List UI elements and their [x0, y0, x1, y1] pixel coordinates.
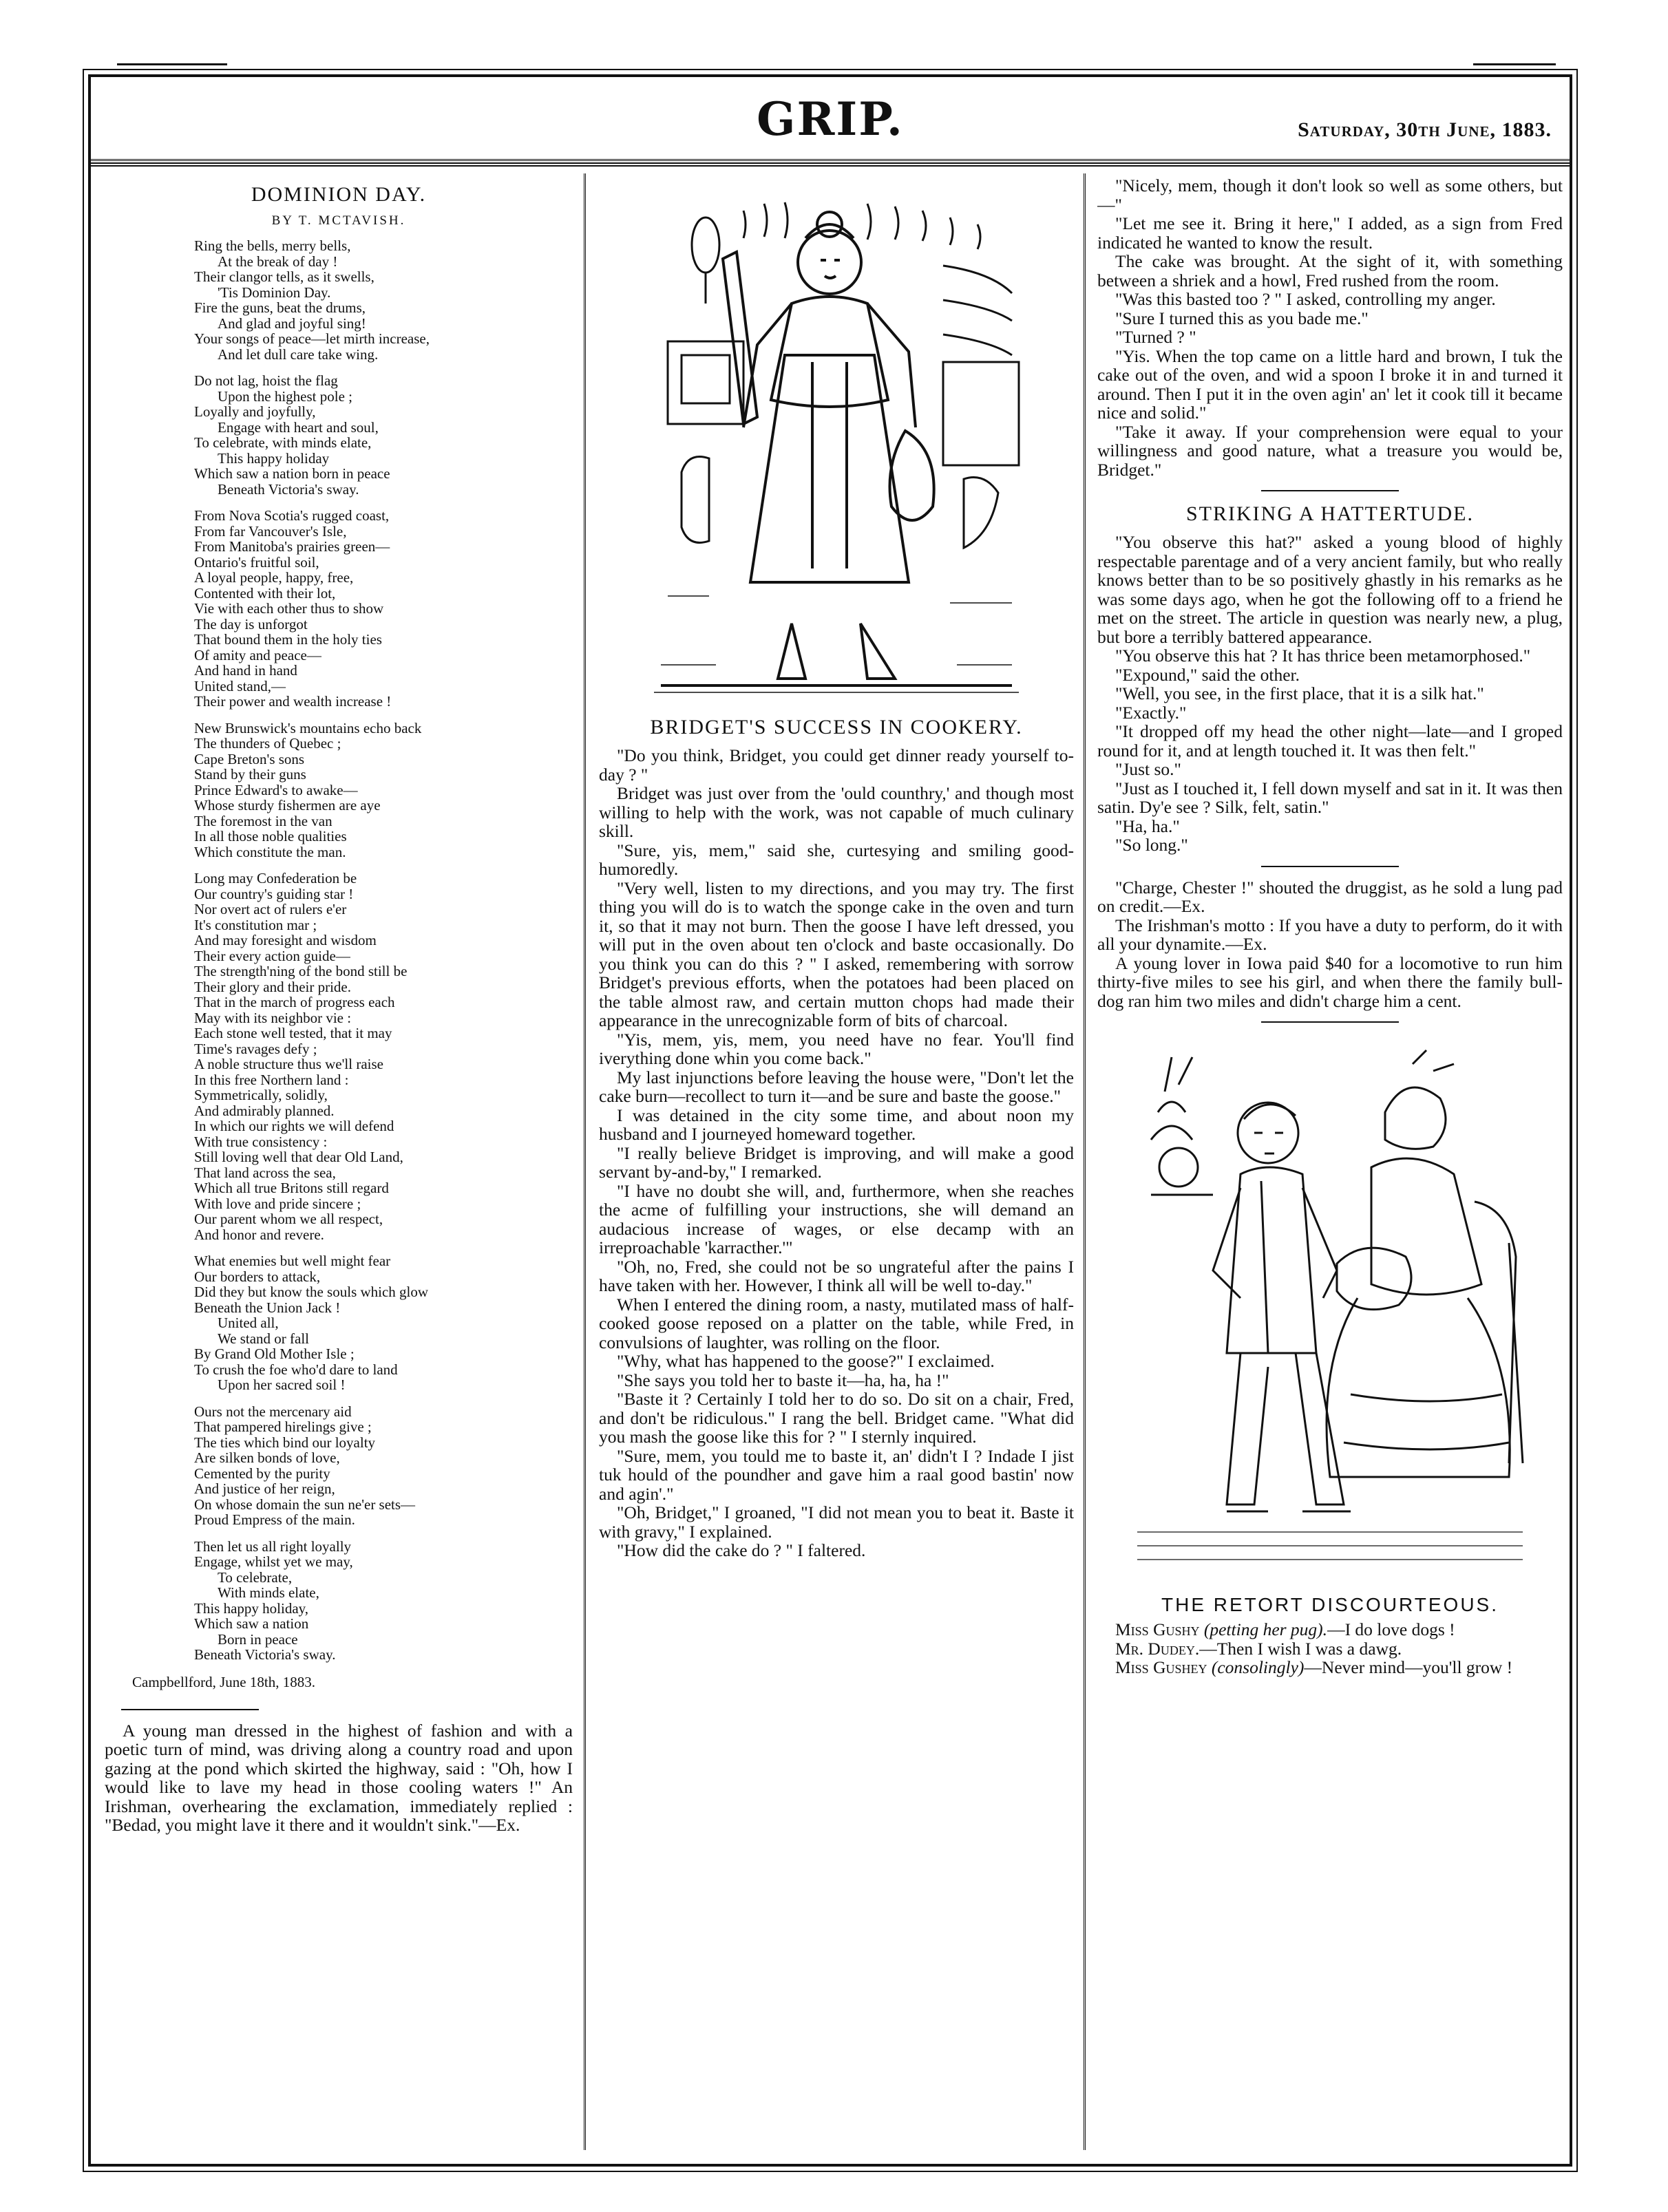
- poem-line: Long may Confederation be: [194, 870, 357, 886]
- poem-line: Their power and wealth increase !: [194, 693, 392, 710]
- hattertude-title: STRIKING A HATTERTUDE.: [1185, 502, 1475, 525]
- poem-line: Upon her sacred soil !: [218, 1376, 346, 1393]
- story-paragraph: "Expound," said the other.: [1115, 664, 1300, 685]
- poem-line: By Grand Old Mother Isle ;: [194, 1346, 355, 1362]
- poem-line: Cemented by the purity: [194, 1465, 330, 1482]
- stage-direction: (petting her pug).: [1203, 1619, 1328, 1639]
- bridget-cook-illustration: [640, 183, 1033, 706]
- poem-line: In which our rights we will defend: [194, 1118, 394, 1134]
- poem-dateline: Campbellford, June 18th, 1883.: [132, 1673, 315, 1690]
- speaker-name: Miss Gushey: [1115, 1657, 1207, 1677]
- masthead-title: GRIP.: [757, 92, 904, 146]
- poem-line: Do not lag, hoist the flag: [194, 372, 338, 389]
- story-paragraph: "Do you think, Bridget, you could get dinner ready yourself to-day ? ": [599, 745, 1074, 785]
- poem-stanza: [194, 508, 573, 710]
- newspaper-page: [88, 74, 1572, 2167]
- poem-line: 'Tis Dominion Day.: [218, 284, 331, 301]
- poem-line: Beneath the Union Jack !: [194, 1299, 341, 1316]
- story-paragraph: "Baste it ? Certainly I told her to do so. Do sit on a chair, Fred, and don't be ridiculous." I rang the bell. Bridget came. "What did you mash the goose like this for ? " I sternly inquired.: [599, 1389, 1074, 1447]
- poem-line: That land across the sea,: [194, 1164, 336, 1181]
- cartoon-dialogue-2: [1097, 1639, 1563, 1659]
- poem-line: In this free Northern land :: [194, 1071, 349, 1088]
- poem-stanza: [194, 238, 573, 362]
- poem-line: Each stone well tested, that it may: [194, 1025, 392, 1041]
- poem-stanza: [194, 373, 573, 497]
- poem-line: Nor overt act of rulers e'er: [194, 901, 347, 917]
- poem-line: Are silken bonds of love,: [194, 1449, 340, 1466]
- poem-line: Time's ravages defy ;: [194, 1040, 317, 1057]
- story-paragraph: "Exactly.": [1115, 702, 1187, 723]
- poem-line: Which saw a nation born in peace: [194, 465, 390, 482]
- poem-line: United all,: [218, 1315, 279, 1331]
- torn-edge-mark: [1473, 63, 1556, 65]
- short-item: The Irishman's motto : If you have a duty to perform, do it with all your dynamite.—Ex.: [1097, 915, 1563, 954]
- story-paragraph: "Turned ? ": [1115, 327, 1196, 347]
- poem-line: Engage with heart and soul,: [218, 418, 379, 436]
- poem-line: Prince Edward's to awake—: [194, 781, 358, 798]
- hattertude-story: [1097, 533, 1563, 855]
- dialogue-text: —I do love dogs !: [1327, 1619, 1455, 1639]
- column-3: [1097, 173, 1563, 2150]
- poem-stanza: [194, 871, 573, 1242]
- story-paragraph: "So long.": [1115, 835, 1188, 855]
- poem-line: Of amity and peace—: [194, 646, 321, 663]
- story-paragraph: "Oh, Bridget," I groaned, "I did not mean you to beat it. Baste it with gravy," I explained.: [599, 1502, 1074, 1542]
- poem-line: Fire the guns, beat the drums,: [194, 299, 366, 316]
- poem-line: The ties which bind our loyalty: [194, 1434, 376, 1451]
- bridget-story-continued: [1097, 176, 1563, 479]
- poem-title: DOMINION DAY.: [251, 183, 427, 206]
- story-paragraph: "Yis, mem, yis, mem, you need have no fear. You'll find iverything done whin you come back.": [599, 1029, 1074, 1068]
- divider-rule: [1261, 1021, 1399, 1023]
- poem-line: Beneath Victoria's sway.: [194, 1646, 336, 1663]
- story-paragraph: Bridget was just over from the 'ould counthry,' and though most willing to help with the work, was not capable of much culinary skill.: [599, 783, 1074, 841]
- poem-line: Our borders to attack,: [194, 1268, 321, 1285]
- cartoon-dialogue-1: [1097, 1620, 1563, 1639]
- poem-line: Which constitute the man.: [194, 843, 346, 860]
- column-1: [105, 173, 573, 2150]
- poem-line: The day is unforgot: [194, 615, 308, 632]
- poem-line: Cape Breton's sons: [194, 750, 305, 767]
- poem-line: And hand in hand: [194, 662, 297, 679]
- story-paragraph: "Sure I turned this as you bade me.": [1115, 308, 1369, 328]
- story-paragraph: "Nicely, mem, though it don't look so well as some others, but—": [1097, 176, 1563, 215]
- masthead-rule: [91, 162, 1570, 167]
- poem-line: The foremost in the van: [194, 812, 332, 829]
- story-paragraph: I was detained in the city some time, and about noon my husband and I journeyed homeward together.: [599, 1105, 1074, 1144]
- story-paragraph: "Well, you see, in the first place, that it is a silk hat.": [1115, 683, 1484, 703]
- poem-line: Then let us all right loyally: [194, 1538, 352, 1555]
- story-paragraph: When I entered the dining room, a nasty, mutilated mass of half-cooked goose reposed on a platter on the table, while Fred, in convulsions of laughter, was rolling on the floor.: [599, 1294, 1074, 1352]
- column-divider: [584, 173, 586, 2150]
- short-item: A young lover in Iowa paid $40 for a locomotive to run him thirty-five miles to see his girl, and when there the family bull-dog ran him two miles and didn't charge him a cent.: [1097, 953, 1563, 1011]
- poem-stanza: [194, 1404, 573, 1528]
- poem-line: To celebrate,: [218, 1568, 293, 1586]
- divider-rule: [1261, 866, 1399, 867]
- poem-line: To celebrate, with minds elate,: [194, 434, 372, 451]
- poem-line: Born in peace: [218, 1630, 298, 1648]
- poem-line: Their glory and their pride.: [194, 978, 352, 995]
- poem-line: Still loving well that dear Old Land,: [194, 1149, 403, 1165]
- column-divider: [1084, 173, 1086, 2150]
- poem-line: A noble structure thus we'll raise: [194, 1056, 383, 1072]
- poem-line: Their clangor tells, as it swells,: [194, 268, 374, 285]
- poem-line: In all those noble qualities: [194, 828, 347, 844]
- poem-line: This happy holiday: [218, 449, 330, 467]
- poem-line: With minds elate,: [218, 1584, 319, 1601]
- poem-line: A loyal people, happy, free,: [194, 569, 354, 586]
- anecdote-paragraph: A young man dressed in the highest of fashion and with a poetic turn of mind, was driving along a country road and upon gazing at the pond which skirted the highway, said : "Oh, how I would like to lave my head in those cooling waters !" An Irishman, overhearing the exclamation, immediately replied : "Bedad, you might lave it there and it wouldn't sink."—Ex.: [105, 1720, 573, 1835]
- story-paragraph: My last injunctions before leaving the house were, "Don't let the cake burn—recollect to turn it—and be sure and baste the goose.": [599, 1067, 1074, 1106]
- poem-line: Upon the highest pole ;: [218, 387, 352, 405]
- short-item: "Charge, Chester !" shouted the druggist, as he sold a lung pad on credit.—Ex.: [1097, 877, 1563, 916]
- story-paragraph: "Sure, mem, you tould me to baste it, an' didn't I ? Indade I jist tuk hould of the poundher and gave him a raal good bastin' now and agin'.": [599, 1445, 1074, 1504]
- poem-stanza: [194, 1253, 573, 1393]
- poem-line: May with its neighbor vie :: [194, 1009, 352, 1026]
- story-paragraph: "You observe this hat ? It has thrice been metamorphosed.": [1115, 646, 1531, 666]
- poem-line: Contented with their lot,: [194, 584, 336, 602]
- poem-line: From far Vancouver's Isle,: [194, 522, 347, 540]
- divider-rule: [121, 1709, 259, 1710]
- poem-line: From Nova Scotia's rugged coast,: [194, 507, 390, 524]
- torn-edge-mark: [117, 63, 227, 65]
- poem-line: New Brunswick's mountains echo back: [194, 719, 422, 736]
- poem-line: Which all true Britons still regard: [194, 1180, 389, 1196]
- divider-rule: [1261, 490, 1399, 491]
- poem-line: The thunders of Quebec ;: [194, 735, 341, 752]
- story-paragraph: "I really believe Bridget is improving, and will make a good servant by-and-by," I remarked.: [599, 1142, 1074, 1182]
- poem-line: With true consistency :: [194, 1133, 328, 1150]
- poem-line: At the break of day !: [218, 253, 338, 270]
- poem-line: The strength'ning of the bond still be: [194, 963, 408, 979]
- story-paragraph: "Sure, yis, mem," said she, curtesying and smiling good-humoredly.: [599, 840, 1074, 879]
- bridget-story: [599, 746, 1074, 1560]
- poem-line: Did they but know the souls which glow: [194, 1284, 429, 1300]
- poem-stanza: [194, 721, 573, 860]
- dialogue-text: —Never mind—you'll grow !: [1304, 1657, 1513, 1677]
- poem-line: With love and pride sincere ;: [194, 1195, 361, 1212]
- poem-line: And justice of her reign,: [194, 1480, 335, 1497]
- poem-line: And admirably planned.: [194, 1102, 335, 1119]
- poem-line: Their every action guide—: [194, 947, 350, 964]
- bridget-title: BRIDGET'S SUCCESS IN COOKERY.: [650, 716, 1023, 738]
- story-paragraph: "How did the cake do ? " I faltered.: [617, 1540, 866, 1560]
- cartoon-title: THE RETORT DISCOURTEOUS.: [1161, 1594, 1499, 1615]
- poem-line: Your songs of peace—let mirth increase,: [194, 330, 430, 347]
- story-paragraph: "Why, what has happened to the goose?" I exclaimed.: [617, 1351, 995, 1371]
- story-paragraph: "Oh, no, Fred, she could not be so ungrateful after the pains I have taken with her. However, I think all will be well to-day.": [599, 1256, 1074, 1295]
- poem-line: That in the march of progress each: [194, 994, 395, 1010]
- poem-line: That bound them in the holy ties: [194, 631, 382, 648]
- poem-line: Beneath Victoria's sway.: [218, 480, 359, 498]
- poem-line: Loyally and joyfully,: [194, 403, 316, 420]
- story-paragraph: "Just as I touched it, I fell down myself and sat in it. It was then satin. Dy'e see ? Silk, felt, satin.": [1097, 778, 1563, 817]
- poem-line: Symmetrically, solidly,: [194, 1087, 328, 1103]
- poem-line: This happy holiday,: [194, 1599, 309, 1617]
- masthead-date: Saturday, 30th June, 1883.: [1298, 118, 1552, 141]
- story-paragraph: "I have no doubt she will, and, furthermore, when she reaches the acme of fulfilling your instructions, she will demand an audacious increase of wages, or else decamp with an irreproachable 'karracther.'": [599, 1180, 1074, 1257]
- poem-line: Which saw a nation: [194, 1615, 309, 1632]
- poem-line: Our country's guiding star !: [194, 885, 354, 902]
- poem-line: Ours not the mercenary aid: [194, 1403, 352, 1420]
- poem-line: From Manitoba's prairies green—: [194, 538, 390, 555]
- story-paragraph: "Just so.": [1115, 759, 1181, 779]
- column-2: [599, 173, 1074, 2150]
- story-paragraph: "Very well, listen to my directions, and you may try. The first thing you will do is to watch the sponge cake in the oven and turn it, so that it may not burn. Then the goose I have left dressed, you will put in the oven about ten o'clock and baste occasionally. Do you think you can do this ? " I asked, remembering with sorrow Bridget's previous efforts, when the potatoes had been placed on the table almost raw, and certain mutton chops had made their appearance in the unrecognizable form of bits of charcoal.: [599, 878, 1074, 1030]
- story-paragraph: "Was this basted too ? " I asked, controlling my anger.: [1115, 289, 1496, 309]
- story-paragraph: "Yis. When the top came on a little hard and brown, I tuk the cake out of the oven, and wid a spoon I broke it in and turned it around. Then I put it in the oven agin' an' let it cook till it became nice and solid.": [1097, 345, 1563, 423]
- poem-line: Ring the bells, merry bells,: [194, 237, 351, 254]
- poem-stanza: [194, 1539, 573, 1663]
- poem-line: And honor and revere.: [194, 1226, 324, 1243]
- story-paragraph: "She says you told her to baste it—ha, ha, ha !": [617, 1370, 949, 1390]
- stage-direction: (consolingly): [1211, 1657, 1305, 1677]
- story-paragraph: The cake was brought. At the sight of it, with something between a shriek and a howl, Fred rushed from the room.: [1097, 251, 1563, 290]
- masthead: [91, 77, 1570, 161]
- story-paragraph: "Ha, ha.": [1115, 816, 1180, 836]
- poem-line: Whose sturdy fishermen are aye: [194, 797, 381, 813]
- poem-line: Ontario's fruitful soil,: [194, 553, 319, 571]
- poem-line: Our parent whom we all respect,: [194, 1211, 383, 1227]
- poem-line: It's constitution mar ;: [194, 916, 317, 933]
- poem-line: On whose domain the sun ne'er sets—: [194, 1496, 416, 1513]
- dialogue-text: —Then I wish I was a dawg.: [1199, 1638, 1402, 1659]
- poem-byline: BY T. MCTAVISH.: [271, 213, 406, 228]
- story-paragraph: "Take it away. If your comprehension were equal to your willingness and good nature, what a treasure you would be, Bridget.": [1097, 421, 1563, 480]
- poem-body: [105, 238, 573, 1663]
- speaker-name: Miss Gushy: [1115, 1619, 1200, 1639]
- poem-line: To crush the foe who'd dare to land: [194, 1361, 398, 1378]
- story-paragraph: "You observe this hat?" asked a young blood of highly respectable parentage and of a very ancient family, but who really knows better than to be so positively ghastly in his remarks as he was some days ago, when he got the following off to a friend he met on the street. The article in question was nearly new, a plug, but bore a terribly battered appearance.: [1097, 532, 1563, 647]
- poem-line: Vie with each other thus to show: [194, 600, 384, 617]
- poem-line: And may foresight and wisdom: [194, 932, 377, 948]
- poem-line: And let dull care take wing.: [218, 345, 379, 363]
- story-paragraph: "Let me see it. Bring it here," I added, as a sign from Fred indicated he wanted to know the result.: [1097, 213, 1563, 253]
- poem-line: We stand or fall: [218, 1330, 310, 1347]
- poem-line: Stand by their guns: [194, 766, 306, 783]
- retort-discourteous-illustration: [1123, 1036, 1537, 1587]
- poem-line: Engage, whilst yet we may,: [194, 1553, 353, 1570]
- speaker-name: Mr. Dudey.: [1115, 1638, 1200, 1659]
- poem-line: That pampered hirelings give ;: [194, 1418, 372, 1435]
- story-paragraph: "It dropped off my head the other night—late—and I groped round for it, and at length touched it. It was then felt.": [1097, 721, 1563, 761]
- poem-line: And glad and joyful sing!: [218, 315, 366, 332]
- poem-line: Proud Empress of the main.: [194, 1511, 355, 1528]
- poem-line: United stand,—: [194, 677, 286, 694]
- cartoon-dialogue-3: [1097, 1658, 1563, 1677]
- poem-line: What enemies but well might fear: [194, 1253, 391, 1269]
